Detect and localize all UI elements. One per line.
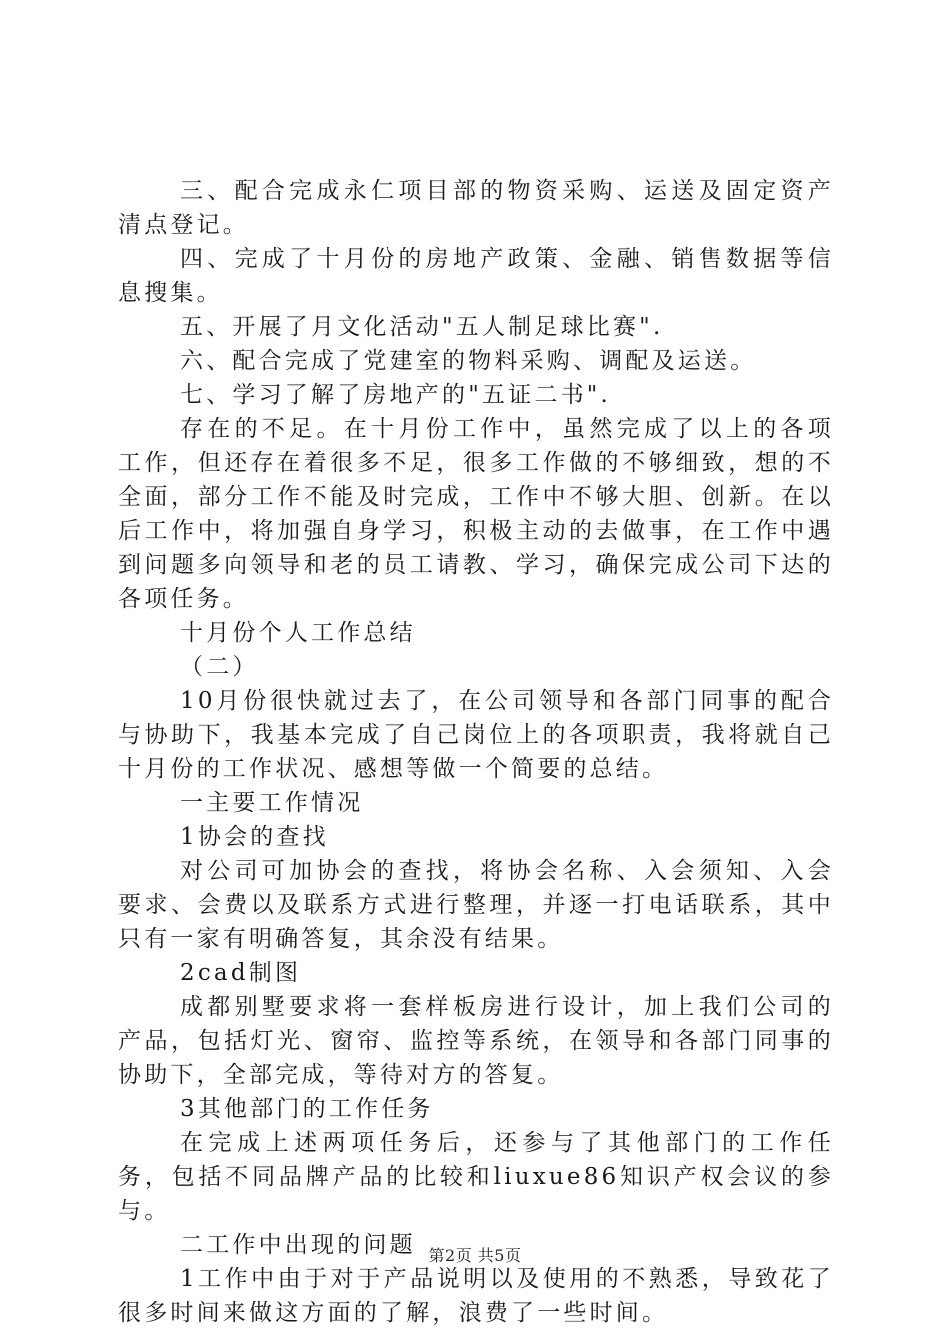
paragraph-item-3: 三、配合完成永仁项目部的物资采购、运送及固定资产清点登记。 bbox=[118, 178, 834, 238]
section-number: （二） bbox=[180, 654, 259, 680]
paragraph-item-6: 六、配合完成了党建室的物料采购、调配及运送。 bbox=[180, 348, 757, 374]
paragraph-item-4: 四、完成了十月份的房地产政策、金融、销售数据等信息搜集。 bbox=[118, 246, 834, 306]
other-tasks-paragraph: 在完成上述两项任务后，还参与了其他部门的工作任务，包括不同品牌产品的比较和liuxue86知识产权会议的参与。 bbox=[118, 1130, 834, 1224]
intro-paragraph: 10月份很快就过去了，在公司领导和各部门同事的配合与协助下，我基本完成了自己岗位上的各项职责，我将就自己十月份的工作状况、感想等做一个简要的总结。 bbox=[118, 688, 834, 782]
association-paragraph: 对公司可加协会的查找，将协会名称、入会须知、入会要求、会费以及联系方式进行整理，并逐一打电话联系，其中只有一家有明确答复，其余没有结果。 bbox=[118, 858, 834, 952]
page-footer: 第2页 共5页 bbox=[428, 1246, 522, 1265]
heading-problems: 二工作中出现的问题 bbox=[180, 1232, 416, 1258]
subheading-other-tasks: 3其他部门的工作任务 bbox=[180, 1096, 434, 1122]
paragraph-item-5: 五、开展了月文化活动"五人制足球比赛". bbox=[180, 314, 664, 340]
paragraph-item-7: 七、学习了解了房地产的"五证二书". bbox=[180, 382, 612, 408]
section-title: 十月份个人工作总结 bbox=[180, 620, 416, 646]
problem-paragraph: 1工作中由于对于产品说明以及使用的不熟悉，导致花了很多时间来做这方面的了解，浪费了一些时间。 bbox=[118, 1266, 834, 1326]
subheading-association: 1协会的查找 bbox=[180, 824, 329, 850]
document-body bbox=[118, 174, 834, 1330]
shortcomings-paragraph: 存在的不足。在十月份工作中，虽然完成了以上的各项工作，但还存在着很多不足，很多工作做的不够细致，想的不全面，部分工作不能及时完成，工作中不够大胆、创新。在以后工作中，将加强自身学习，积极主动的去做事，在工作中遇到问题多向领导和老的员工请教、学习，确保完成公司下达的各项任务。 bbox=[118, 416, 834, 612]
subheading-cad: 2cad制图 bbox=[180, 960, 302, 986]
heading-main-work: 一主要工作情况 bbox=[180, 790, 364, 816]
cad-paragraph: 成都别墅要求将一套样板房进行设计，加上我们公司的产品，包括灯光、窗帘、监控等系统，在领导和各部门同事的协助下，全部完成，等待对方的答复。 bbox=[118, 994, 834, 1088]
